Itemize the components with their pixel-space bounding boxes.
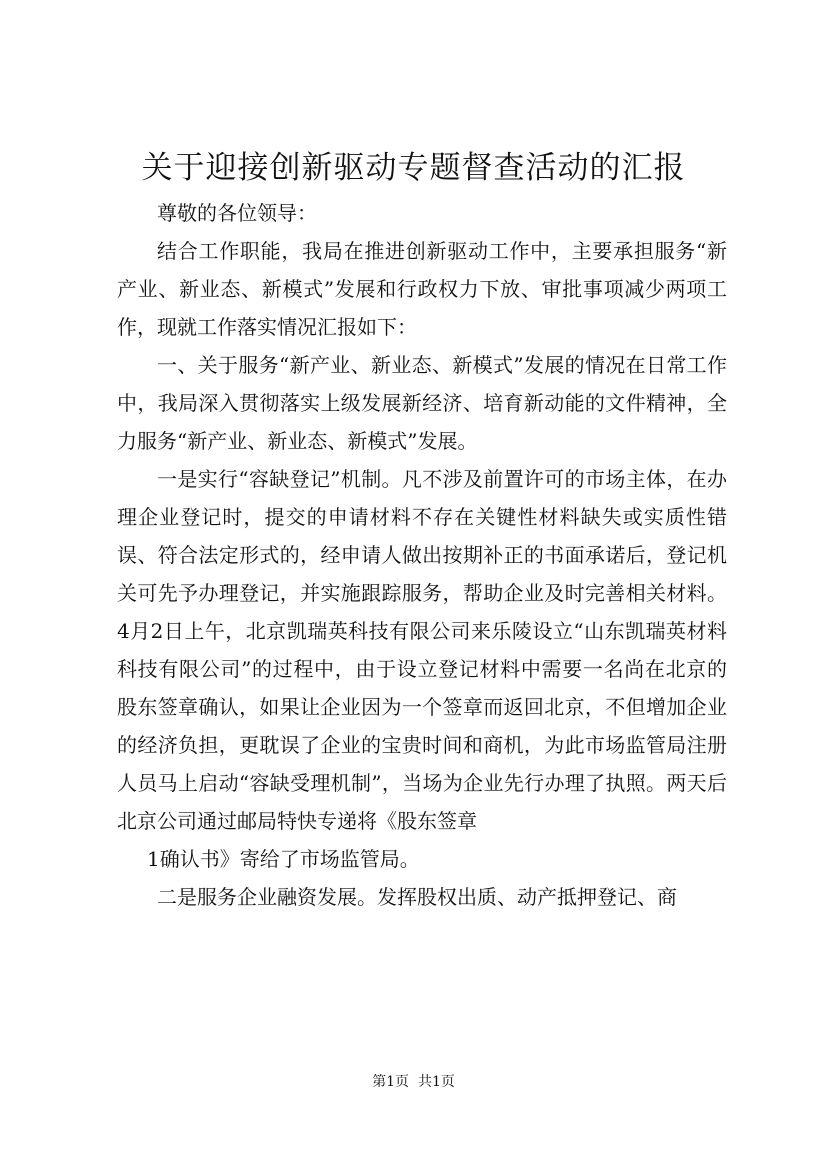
page-footer bbox=[0, 1072, 827, 1092]
section-one-paragraph: 一、关于服务“新产业、新业态、新模式”发展的情况在日常工作中，我局深入贯彻落实上级发展新经济、培育新动能的文件精神，全力服务“新产业、新业态、新模式”发展。 bbox=[117, 353, 727, 453]
intro-paragraph: 结合工作职能，我局在推进创新驱动工作中，主要承担服务“新产业、新业态、新模式”发展和行政权力下放、审批事项减少两项工作，现就工作落实情况汇报如下： bbox=[117, 239, 727, 339]
financing-paragraph: 二是服务企业融资发展。发挥股权出质、动产抵押登记、商 bbox=[157, 885, 677, 909]
document-title: 关于迎接创新驱动专题督查活动的汇报 bbox=[141, 150, 686, 186]
page-number-label: 第1页 共1页 bbox=[372, 1074, 455, 1090]
confirmation-note-paragraph: 1确认书》寄给了市场监管局。 bbox=[147, 847, 420, 871]
greeting-paragraph: 尊敬的各位领导： bbox=[157, 201, 317, 225]
document-body bbox=[117, 194, 727, 916]
capacity-registration-paragraph: 一是实行“容缺登记”机制。凡不涉及前置许可的市场主体，在办理企业登记时，提交的申请材料不存在关键性材料缺失或实质性错误、符合法定形式的，经申请人做出按期补正的书面承诺后，登记机关可先予办理登记，并实施跟踪服务，帮助企业及时完善相关材料。4月2日上午，北京凯瑞英科技有限公司来乐陵设立“山东凯瑞英材料科技有限公司”的过程中，由于设立登记材料中需要一名尚在北京的股东签章确认，如果让企业因为一个签章而返回北京，不但增加企业的经济负担，更耽误了企业的宝贵时间和商机，为此市场监管局注册人员马上启动“容缺受理机制”，当场为企业先行办理了执照。两天后北京公司通过邮局特快专递将《股东签章 bbox=[117, 467, 727, 833]
